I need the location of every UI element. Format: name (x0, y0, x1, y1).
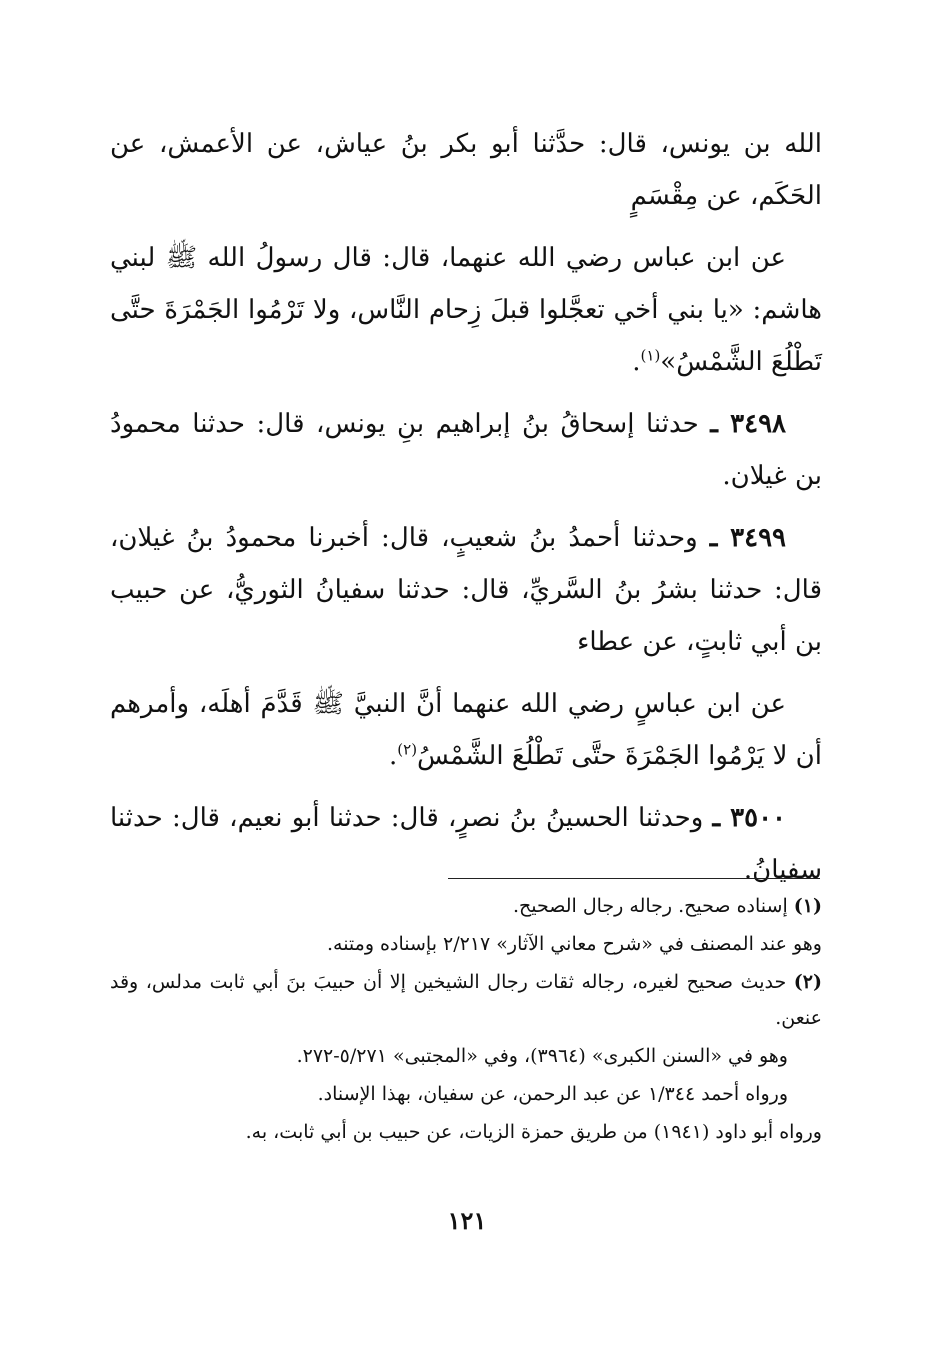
footnote-line (110, 1076, 822, 1112)
hadith-number-3499: ٣٤٩٩ ـ (709, 523, 786, 553)
footnote-line (110, 964, 822, 1036)
paragraph-2-text: عن ابن عباس رضي الله عنهما، قال: قال رسولُ الله ﷺ لبني هاشم: «يا بني أخي تعجَّلوا قبلَ زِحام النَّاس، ولا تَرْمُوا الجَمْرَةَ حتَّى تَطْلُعَ الشَّمْسُ» (110, 243, 822, 377)
footnote-number: (١) (793, 895, 822, 917)
paragraph-2 (110, 232, 822, 388)
paragraph-6-text: وحدثنا الحسينُ بنُ نصرٍ، قال: حدثنا أبو نعيم، قال: حدثنا سفيانُ. (110, 803, 822, 885)
footnote-text: إسناده صحيح. رجاله رجال الصحيح. (512, 895, 788, 917)
footnote-divider (448, 878, 820, 879)
footnote-line (110, 926, 822, 962)
footnote-text: حديث صحيح لغيره، رجاله ثقات رجال الشيخين إلا أن حبيبَ بنَ أبي ثابت مدلس، وقد عنعن. (110, 971, 822, 1029)
footnote-line (110, 1038, 822, 1074)
footnote-ref-1: (١) (640, 346, 661, 365)
paragraph-3 (110, 398, 822, 502)
paragraph-3-text: حدثنا إسحاقُ بنُ إبراهيم بنِ يونس، قال: حدثنا محمودُ بن غيلان. (110, 409, 822, 491)
footnote-text: ورواه أحمد ١/٣٤٤ عن عبد الرحمن، عن سفيان، بهذا الإسناد. (317, 1083, 788, 1105)
paragraph-4 (110, 512, 822, 668)
paragraph-6 (110, 792, 822, 896)
main-text (110, 118, 822, 906)
paragraph-1 (110, 118, 822, 222)
footnote-ref-2: (٢) (397, 740, 418, 759)
footnote-text: وهو عند المصنف في «شرح معاني الآثار» ٢/٢١٧ بإسناده ومتنه. (326, 933, 822, 955)
paragraph-4-text: وحدثنا أحمدُ بنُ شعيبٍ، قال: أخبرنا محمودُ بنُ غيلان، قال: حدثنا بشرُ بنُ السَّريِّ، قال: حدثنا سفيانُ الثوريُّ، عن حبيب بن أبي ثابتٍ، عن عطاء (110, 523, 822, 657)
footnote-line (110, 1114, 822, 1150)
footnote-text: وهو في «السنن الكبرى» (٣٩٦٤)، وفي «المجتبى» ٥/٢٧١-٢٧٢. (296, 1045, 788, 1067)
footnote-number: (٢) (793, 971, 822, 993)
paragraph-5 (110, 678, 822, 782)
footnote-line (110, 888, 822, 924)
paragraph-2-end: . (632, 347, 641, 377)
paragraph-1-text: الله بن يونس، قال: حدَّثنا أبو بكر بنُ عياش، عن الأعمش، عن الحَكَم، عن مِقْسَمٍ (110, 129, 822, 211)
footnotes (110, 888, 822, 1152)
footnote-text: ورواه أبو داود (١٩٤١) من طريق حمزة الزيات، عن حبيب بن أبي ثابت، به. (245, 1121, 822, 1143)
paragraph-5-text: عن ابن عباسٍ رضي الله عنهما أنَّ النبيَّ ﷺ قَدَّمَ أهلَه، وأمرهم أن لا يَرْمُوا الجَمْرَةَ حتَّى تَطْلُعَ الشَّمْسُ (110, 689, 822, 771)
page-number: ١٢١ (447, 1206, 487, 1235)
hadith-number-3498: ٣٤٩٨ ـ (710, 409, 787, 439)
hadith-number-3500: ٣٥٠٠ ـ (712, 803, 787, 833)
paragraph-5-end: . (389, 741, 398, 771)
